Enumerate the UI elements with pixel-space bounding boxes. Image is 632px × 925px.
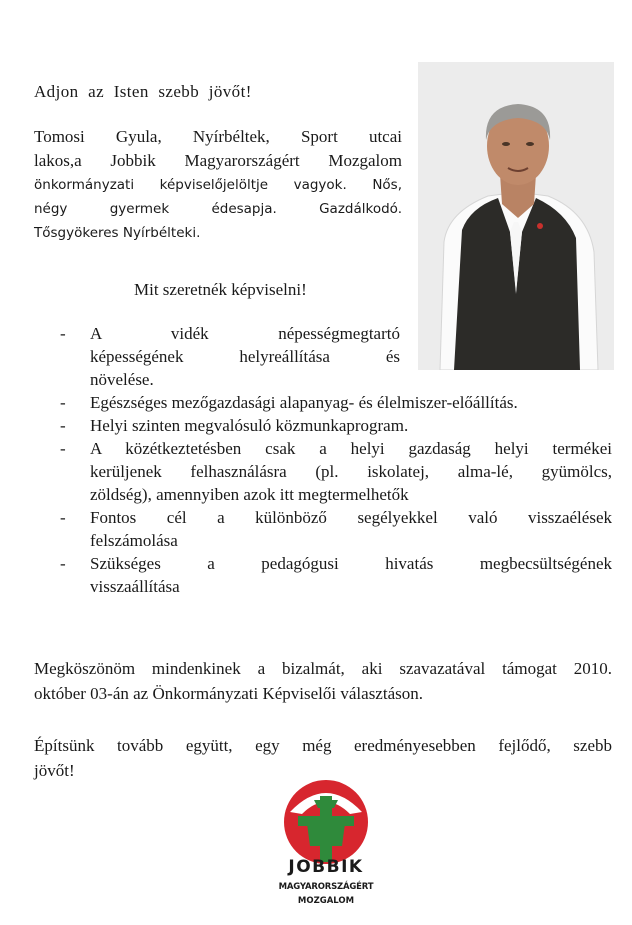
logo-name: JOBBIK xyxy=(288,857,364,877)
list-item xyxy=(60,414,612,437)
logo-subtitle: MOZGALOM xyxy=(297,896,355,906)
list-item-line: képességének helyreállítása és xyxy=(90,347,400,366)
list-item-line: - A vidék népességmegtartó xyxy=(90,324,400,343)
list-item-line: kerüljenek felhasználásra (pl. iskolatej, alma-lé, gyümölcs, xyxy=(90,462,612,481)
intro-line: lakos,a Jobbik Magyarországért Mozgalom xyxy=(34,151,402,170)
list-item xyxy=(60,506,612,552)
closing-line: jövőt! xyxy=(34,761,75,780)
thanks-line: október 03-án az Önkormányzati Képviselői választáson. xyxy=(34,684,423,703)
list-item-line: - Egészséges mezőgazdasági alapanyag- és élelmiszer-előállítás. xyxy=(90,393,518,412)
intro-line: önkormányzati képviselőjelöltje vagyok. Nős, xyxy=(34,177,402,193)
logo-subtitle: MAGYARORSZÁGÉRT xyxy=(278,882,374,892)
closing-line: Építsünk tovább együtt, egy még eredményesebben fejlődő, szebb xyxy=(34,736,612,755)
list-item xyxy=(60,552,612,598)
intro-line: Tomosi Gyula, Nyírbéltek, Sport utcai xyxy=(34,127,402,146)
thank-you-paragraph xyxy=(34,656,612,706)
candidate-intro xyxy=(34,125,402,245)
list-item-line: felszámolása xyxy=(90,531,178,550)
list-item xyxy=(60,391,612,414)
thanks-line: Megköszönöm mindenkinek a bizalmát, aki szavazatával támogat 2010. xyxy=(34,659,612,678)
intro-line: Tősgyökeres Nyírbélteki. xyxy=(34,225,201,241)
list-item xyxy=(60,437,612,506)
list-item-line: visszaállítása xyxy=(90,577,180,596)
list-item-line: - Szükséges a pedagógusi hivatás megbecsültségének xyxy=(90,554,612,573)
greeting: Adjon az Isten szebb jövőt! xyxy=(34,82,252,101)
list-item-line: zöldség), amennyiben azok itt megtermelhetők xyxy=(90,485,409,504)
intro-line: négy gyermek édesapja. Gazdálkodó. xyxy=(34,201,402,217)
section-title: Mit szeretnék képviselni! xyxy=(134,280,307,299)
list-item-line: - Helyi szinten megvalósuló közmunkaprogram. xyxy=(90,416,409,435)
list-item-line: - A közétkeztetésben csak a helyi gazdaság helyi termékei xyxy=(90,439,612,458)
list-item xyxy=(60,322,400,391)
program-list xyxy=(60,322,612,598)
jobbik-logo-icon xyxy=(276,776,376,916)
list-item-line: növelése. xyxy=(90,370,154,389)
list-item-line: - Fontos cél a különböző segélyekkel való visszaélések xyxy=(90,508,612,527)
